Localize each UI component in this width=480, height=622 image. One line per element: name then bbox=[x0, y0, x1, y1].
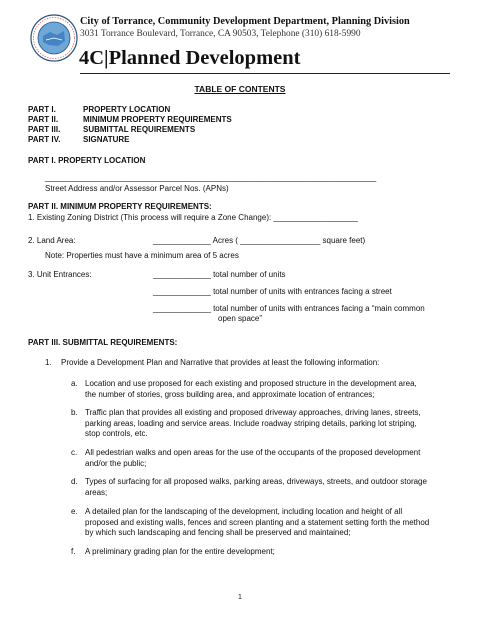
subitem-line: by which such landscaping and fencing shall be preserved and maintained; bbox=[85, 528, 351, 537]
part2-heading: PART II. MINIMUM PROPERTY REQUIREMENTS: bbox=[28, 202, 212, 211]
subitem-letter: c. bbox=[71, 448, 78, 457]
unit-entrances-street[interactable]: _____________ total number of units with entrances facing a street bbox=[153, 287, 392, 296]
part3-item1-text: Provide a Development Plan and Narrative that provides at least the following information: bbox=[61, 358, 380, 367]
toc-part: PART II. bbox=[28, 115, 59, 124]
toc-item bbox=[28, 105, 328, 115]
subitem-letter: f. bbox=[71, 547, 76, 556]
toc-label: SUBMITTAL REQUIREMENTS bbox=[83, 125, 196, 134]
subitem-line: A detailed plan for the landscaping of the development, including location and height of all bbox=[85, 507, 403, 516]
zoning-district-item[interactable]: 1. Existing Zoning District (This process will require a Zone Change): ___________________ bbox=[28, 213, 358, 222]
toc-item bbox=[28, 135, 328, 145]
part3-heading: PART III. SUBMITTAL REQUIREMENTS: bbox=[28, 338, 178, 347]
subitem-line: A preliminary grading plan for the entire development; bbox=[85, 547, 275, 556]
toc-item bbox=[28, 115, 328, 125]
toc-label: PROPERTY LOCATION bbox=[83, 105, 171, 114]
land-area-label: 2. Land Area: bbox=[28, 236, 76, 245]
page-number: 1 bbox=[238, 594, 242, 601]
toc-part: PART III. bbox=[28, 125, 61, 134]
title-rule bbox=[80, 73, 450, 74]
subitem-line: All pedestrian walks and open areas for the use of the occupants of the proposed development bbox=[85, 448, 421, 457]
toc-list bbox=[28, 105, 328, 145]
subitem-line: parking areas, loading and service areas. Include roadway striping details, parking lot striping, bbox=[85, 418, 417, 428]
subitem-letter: b. bbox=[71, 408, 78, 417]
subitem-letter: d. bbox=[71, 477, 78, 486]
toc-label: SIGNATURE bbox=[83, 135, 130, 144]
address-input-line[interactable]: _____________________________________________________________________________ bbox=[45, 173, 377, 182]
toc-part: PART I. bbox=[28, 105, 56, 114]
subitem-e bbox=[71, 507, 461, 539]
subitem-f bbox=[71, 547, 461, 558]
subitem-line: Types of surfacing for all proposed walks, parking areas, driveways, streets, and outdoor storage bbox=[85, 477, 427, 486]
subitem-line: Location and use proposed for each existing and proposed structure in the development area, bbox=[85, 379, 417, 388]
unit-entrances-label: 3. Unit Entrances: bbox=[28, 270, 92, 279]
unit-entrances-total[interactable]: _____________ total number of units bbox=[153, 270, 286, 279]
toc-part: PART IV. bbox=[28, 135, 61, 144]
subitem-d bbox=[71, 477, 461, 498]
subitem-letter: a. bbox=[71, 379, 78, 388]
subitem-line: and/or the public; bbox=[85, 458, 147, 468]
toc-label: MINIMUM PROPERTY REQUIREMENTS bbox=[83, 115, 232, 124]
part3-item1-number: 1. bbox=[45, 358, 52, 367]
toc-heading: TABLE OF CONTENTS bbox=[194, 84, 286, 94]
subitem-letter: e. bbox=[71, 507, 78, 516]
subitem-line: areas; bbox=[85, 487, 108, 497]
subitem-b bbox=[71, 408, 461, 440]
org-name: City of Torrance, Community Development Department, Planning Division bbox=[80, 16, 410, 27]
unit-entrances-open-space[interactable]: _____________ total number of units with entrances facing a “main common bbox=[153, 304, 425, 313]
land-area-note: Note: Properties must have a minimum area of 5 acres bbox=[45, 251, 239, 260]
unit-entrances-open-space-cont: open space” bbox=[218, 314, 263, 323]
subitem-line: the number of stories, gross building area, and approximate location of entrances; bbox=[85, 389, 375, 399]
org-address: 3031 Torrance Boulevard, Torrance, CA 90503, Telephone (310) 618-5990 bbox=[80, 29, 361, 39]
subitem-c bbox=[71, 448, 461, 469]
land-area-field[interactable]: _____________ Acres ( __________________ square feet) bbox=[153, 236, 366, 245]
city-seal-logo bbox=[30, 14, 78, 62]
subitem-line: stop controls, etc. bbox=[85, 429, 148, 438]
subitem-a bbox=[71, 379, 461, 400]
part1-heading: PART I. PROPERTY LOCATION bbox=[28, 156, 146, 165]
toc-item bbox=[28, 125, 328, 135]
subitem-line: Traffic plan that provides all existing and proposed driveway approaches, driving lanes, streets, bbox=[85, 408, 421, 417]
address-field-label: Street Address and/or Assessor Parcel Nos. (APNs) bbox=[45, 184, 229, 193]
subitem-line: proposed and existing walls, fences and screen planting and a statement setting forth the method bbox=[85, 517, 430, 527]
page-title: 4C|Planned Development bbox=[79, 47, 301, 69]
